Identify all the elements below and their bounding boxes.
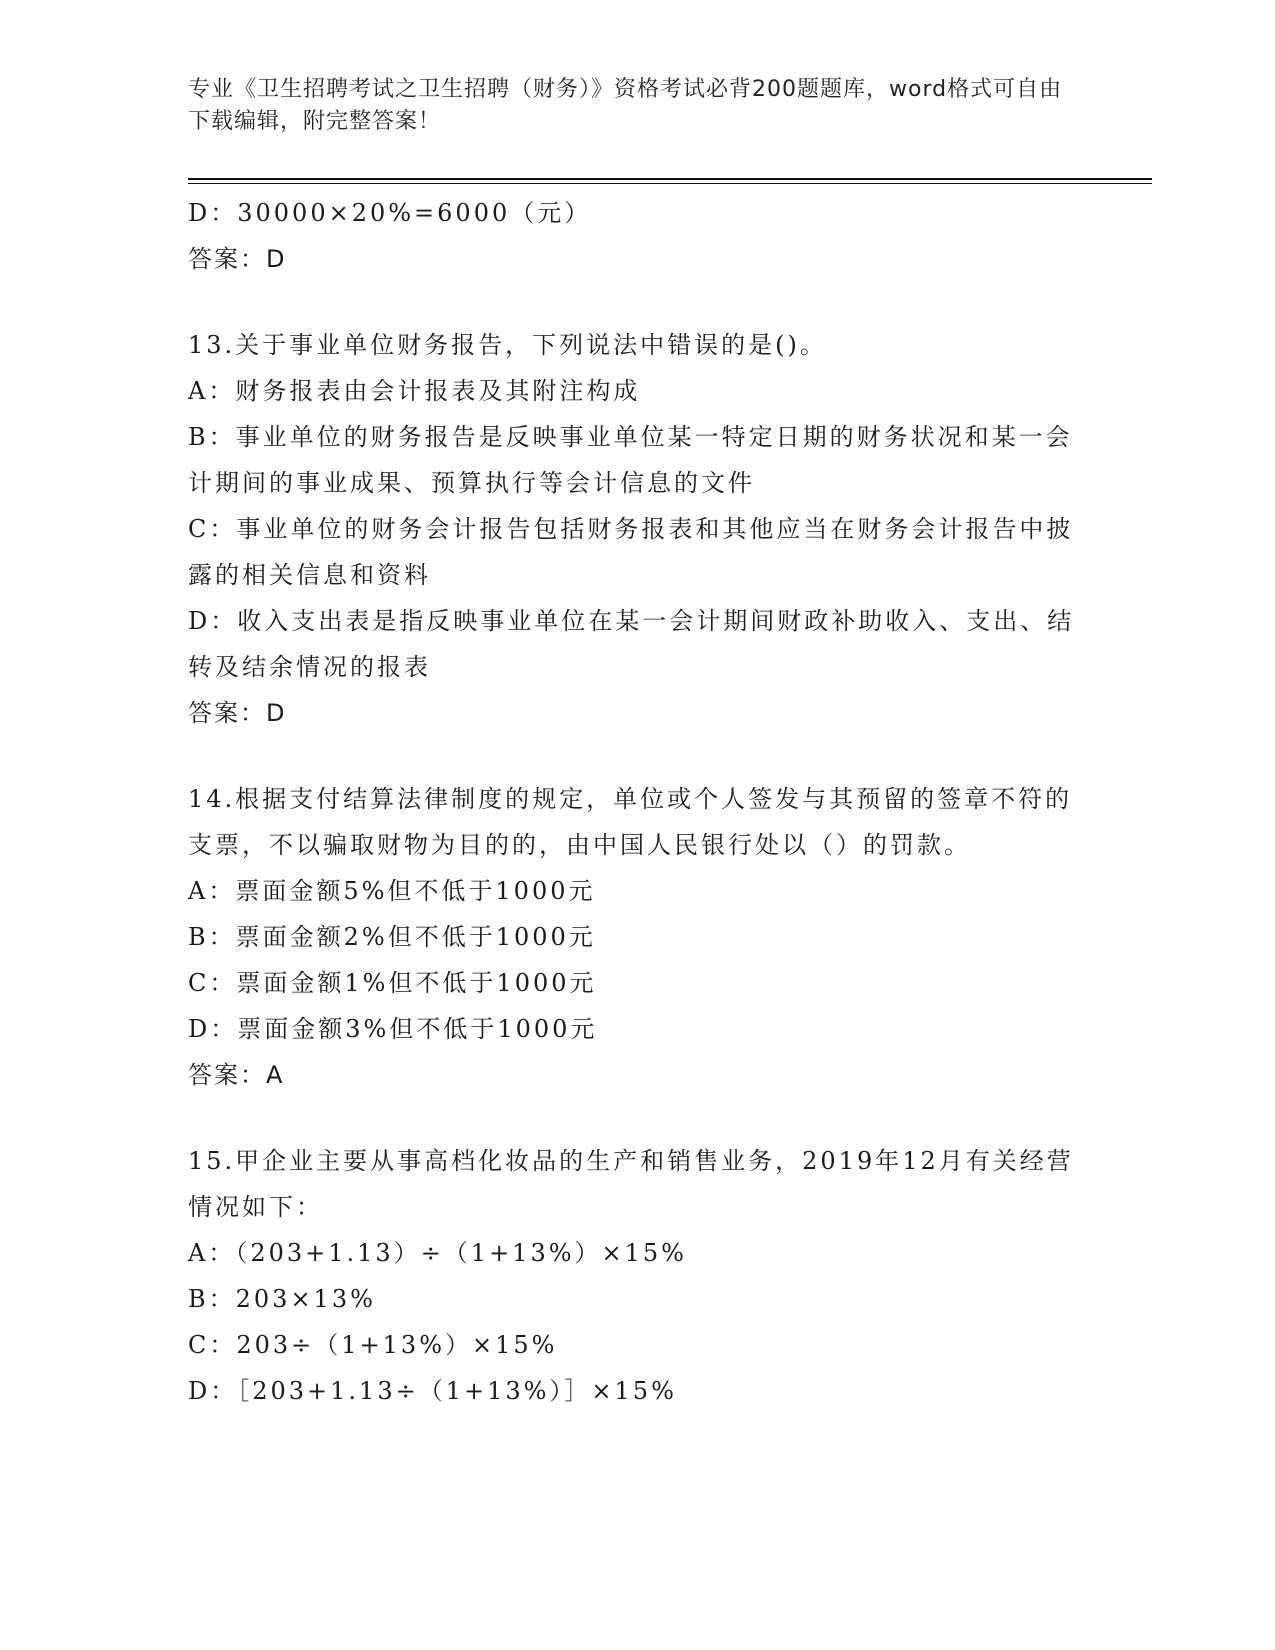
question-block-15 xyxy=(188,1138,1088,1414)
spacer xyxy=(188,736,1088,776)
header-rule-thin xyxy=(188,183,1152,184)
answer-line: 答案：A xyxy=(188,1061,285,1089)
question-text: 14.根据支付结算法律制度的规定，单位或个人签发与其预留的签章不符的支票，不以骗取财物为目的的，由中国人民银行处以（）的罚款。 xyxy=(188,785,1073,859)
question-text: 15.甲企业主要从事高档化妆品的生产和销售业务，2019年12月有关经营情况如下： xyxy=(188,1147,1074,1221)
document-header: 专业《卫生招聘考试之卫生招聘（财务）》资格考试必背200题题库，word格式可自由下载编辑，附完整答案！ xyxy=(188,77,1063,134)
question-text: 13.关于事业单位财务报告，下列说法中错误的是()。 xyxy=(188,331,827,359)
spacer xyxy=(188,1098,1088,1138)
option-c: C：事业单位的财务会计报告包括财务报表和其他应当在财务会计报告中披露的相关信息和资料 xyxy=(188,515,1074,589)
option-d: D：［203+1.13÷（1+13%）］×15% xyxy=(188,1377,677,1405)
question-block-12 xyxy=(188,190,1088,282)
option-b: B：事业单位的财务报告是反映事业单位某一特定日期的财务状况和某一会计期间的事业成果、预算执行等会计信息的文件 xyxy=(188,423,1073,497)
question-block-13 xyxy=(188,322,1088,736)
question-block-14 xyxy=(188,776,1088,1098)
answer-line: 答案：D xyxy=(188,699,287,727)
option-b: B：203×13% xyxy=(188,1285,376,1313)
option-d: D：30000×20%=6000（元） xyxy=(188,199,592,227)
header-rule-thick xyxy=(188,178,1152,180)
option-c: C：203÷（1+13%）×15% xyxy=(188,1331,558,1359)
document-body xyxy=(188,190,1088,1414)
option-c: C：票面金额1%但不低于1000元 xyxy=(188,969,597,997)
option-d: D：收入支出表是指反映事业单位在某一会计期间财政补助收入、支出、结转及结余情况的报表 xyxy=(188,607,1075,681)
spacer xyxy=(188,282,1088,322)
option-a: A：（203+1.13）÷（1+13%）×15% xyxy=(188,1239,687,1267)
answer-line: 答案：D xyxy=(188,245,287,273)
option-a: A：财务报表由会计报表及其附注构成 xyxy=(188,377,641,405)
option-b: B：票面金额2%但不低于1000元 xyxy=(188,923,596,951)
option-a: A：票面金额5%但不低于1000元 xyxy=(188,877,596,905)
option-d: D：票面金额3%但不低于1000元 xyxy=(188,1015,598,1043)
